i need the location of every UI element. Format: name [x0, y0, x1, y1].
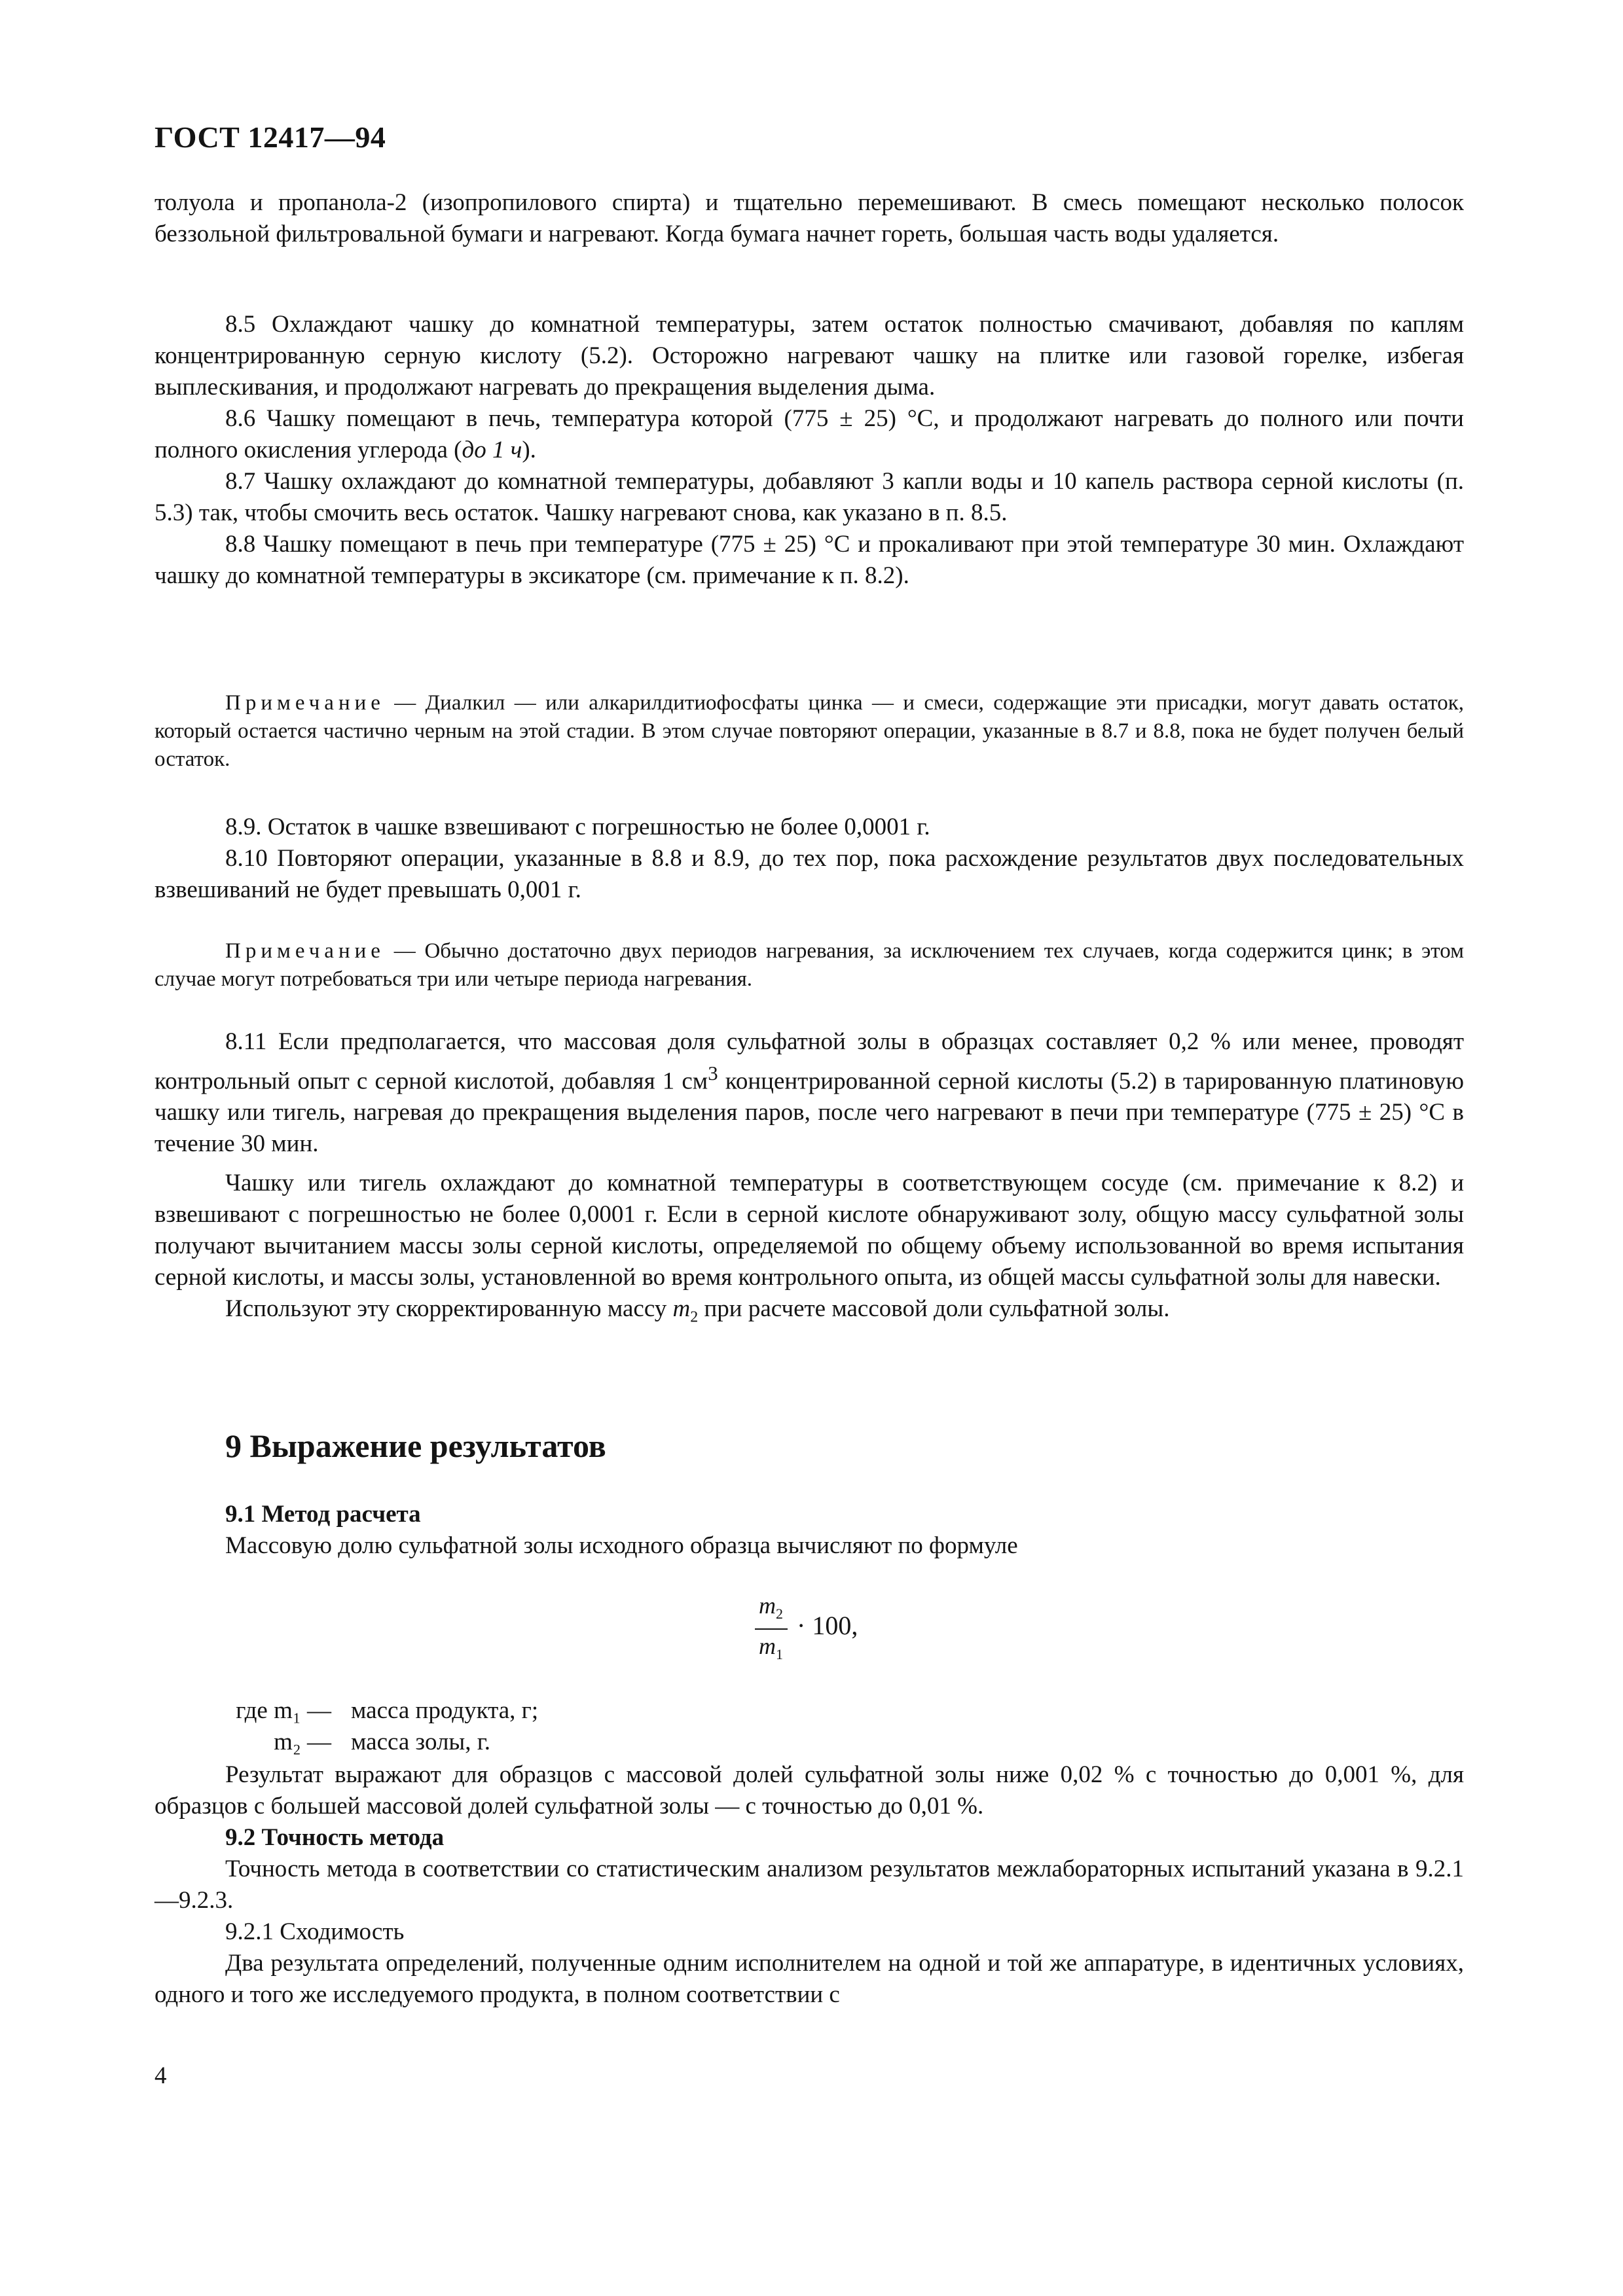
- section-9-1: [155, 1499, 1464, 1562]
- paragraph-8-7: 8.7 Чашку охлаждают до комнатной температуры, добавляют 3 капли воды и 10 капель раствора серной кислоты (п. 5.3) так, чтобы смочить весь остаток. Чашку нагревают снова, как указано в п. 8.5.: [155, 468, 1464, 526]
- document-header: ГОСТ 12417—94: [155, 120, 386, 154]
- p86-italic: до 1 ч: [462, 437, 522, 463]
- p811-sup: 3: [708, 1062, 718, 1085]
- section-9-results: [155, 1759, 1464, 2011]
- paragraph-8-6: [155, 403, 1464, 466]
- p86-text-a: 8.6 Чашку помещают в печь, температура которой (775 ± 25) °С, и продолжают нагревать до полного или почти полного окисления углерода (: [155, 405, 1464, 463]
- section-9-2-1-text: Два результата определений, полученные одним исполнителем на одной и той же аппаратуре, в идентичных условиях, одного и того же исследуемого продукта, в полном соответствии с: [155, 1950, 1464, 2008]
- section-9-title: 9 Выражение результатов: [225, 1427, 606, 1464]
- fraction-bar: [755, 1628, 788, 1630]
- result-text: Результат выражают для образцов с массовой долей сульфатной золы ниже 0,02 % с точностью до 0,001 %, для образцов с большей массовой долей сульфатной золы — с точностью до 0,01 %.: [155, 1761, 1464, 1820]
- section-9-2-1-title: 9.2.1 Сходимость: [225, 1918, 405, 1945]
- p811-last-sub: 2: [690, 1308, 699, 1326]
- intro-text: толуола и пропанола-2 (изопропилового спирта) и тщательно перемешивают. В смесь помещают несколько полосок беззольной фильтровальной бумаги и нагревают. Когда бумага начнет гореть, большая часть воды удаляется.: [155, 189, 1464, 247]
- paragraph-8-9: 8.9. Остаток в чашке взвешивают с погрешностью не более 0,0001 г.: [225, 814, 930, 840]
- p811-text-b: концентрированной серной кислоты (5.2) в тарированную платиновую чашку или тигель, нагревая до прекращения выделения паров, после чего нагревают в печи при температуре (775 ± 25) °С в течение 30 мин.: [155, 1067, 1464, 1158]
- section-9-2-text: Точность метода в соответствии со статистическим анализом результатов межлабораторных испытаний указана в 9.2.1—9.2.3.: [155, 1856, 1464, 1914]
- section-9-2-title: 9.2 Точность метода: [225, 1824, 445, 1851]
- definition-m1: где m₁ — масса продукта, г;: [236, 1697, 539, 1724]
- note-2-text: — Обычно достаточно двух периодов нагревания, за исключением тех случаев, когда содержится цинк; в этом случае могут потребоваться три или четыре периода нагревания.: [155, 939, 1464, 991]
- note-1-label: Примечание: [225, 691, 385, 715]
- paragraph-8-11-last: [155, 1293, 1464, 1333]
- paragraph-8-5: 8.5 Охлаждают чашку до комнатной температуры, затем остаток полностью смачивают, добавляя по каплям концентрированную серную кислоту (5.2). Осторожно нагревают чашку на плитке или газовой горелке, избегая выплескивания, и продолжают нагревать до прекращения выделения дыма.: [155, 311, 1464, 401]
- p86-text-b: ).: [522, 437, 536, 463]
- p811-last-var: m: [672, 1295, 691, 1323]
- p811-last-b: при расчете массовой доли сульфатной золы.: [698, 1295, 1170, 1323]
- section-9-1-text: Массовую долю сульфатной золы исходного образца вычисляют по формуле: [225, 1532, 1018, 1559]
- note-2-label: Примечание: [225, 939, 385, 963]
- variable-definitions: [190, 1695, 538, 1758]
- paragraph-8-11-cont: Чашку или тигель охлаждают до комнатной температуры в соответствующем сосуде (см. примечание к 8.2) и взвешивают с погрешностью не более 0,0001 г. Если в серной кислоте обнаруживают золу, общую массу сульфатной золы получают вычитанием массы золы серной кислоты, определяемой по общему объему использованной во время испытания серной кислоты, и массы золы, установленной во время контрольного опыта, из общей массы сульфатной золы для навески.: [155, 1170, 1464, 1291]
- page-number: 4: [155, 2062, 167, 2089]
- paragraph-8-11: [155, 1026, 1464, 1160]
- note-1: [155, 689, 1464, 774]
- paragraphs-8-9-8-10: [155, 812, 1464, 906]
- note-1-text: — Диалкил — или алкарилдитиофосфаты цинка — и смеси, содержащие эти присадки, могут давать остаток, который остается частично черным на этой стадии. В этом случае повторяют операции, указанные в 8.7 и 8.8, пока не будет получен белый остаток.: [155, 691, 1464, 771]
- definition-m2: m₂ — масса золы, г.: [274, 1729, 491, 1755]
- p811-last-a: Используют эту скорректированную массу: [225, 1295, 673, 1323]
- formula-multiplier: · 100,: [797, 1611, 858, 1640]
- paragraph-8-8: 8.8 Чашку помещают в печь при температуре (775 ± 25) °С и прокаливают при этой температуре 30 мин. Охлаждают чашку до комнатной температуры в эксикаторе (см. примечание к п. 8.2).: [155, 531, 1464, 589]
- intro-paragraph: [155, 187, 1464, 250]
- p811-text-a: 8.11 Если предполагается, что массовая доля сульфатной золы в образцах составляет 0,2 % или менее, проводят контрольный опыт с серной кислотой, добавляя 1 см: [155, 1028, 1464, 1095]
- section-9-1-title: 9.1 Метод расчета: [225, 1501, 421, 1528]
- paragraphs-8-5-to-8-8: [155, 309, 1464, 592]
- formula-numerator: $m_2$: [759, 1592, 783, 1623]
- formula-denominator: $m_1$: [759, 1633, 783, 1663]
- paragraph-8-10: 8.10 Повторяют операции, указанные в 8.8 и 8.9, до тех пор, пока расхождение результатов двух последовательных взвешиваний не будет превышать 0,001 г.: [155, 845, 1464, 903]
- note-2: [155, 937, 1464, 994]
- paragraph-8-11-block: [155, 1026, 1464, 1333]
